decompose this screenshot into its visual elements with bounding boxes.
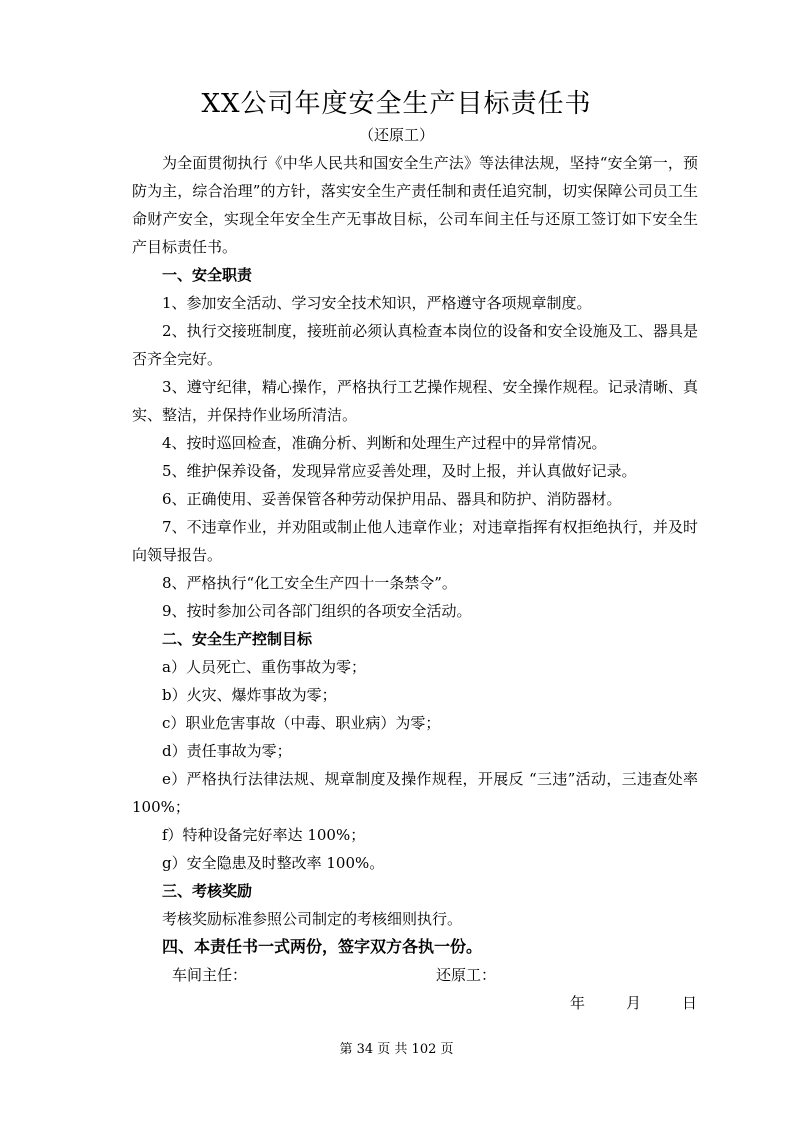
section1-item: 9、按时参加公司各部门组织的各项安全活动。 [162, 602, 472, 620]
section3-text: 考核奖励标准参照公司制定的考核细则执行。 [162, 910, 463, 928]
section3-heading: 三、考核奖励 [162, 882, 253, 900]
page-footer: 第 34 页 共 102 页 [339, 1042, 454, 1057]
date-year-label: 年 [570, 994, 586, 1012]
section2-heading: 二、安全生产控制目标 [162, 630, 313, 648]
section2-item: b）火灾、爆炸事故为零； [162, 686, 337, 704]
section1-item: 3、遵守纪律，精心操作，严格执行工艺操作规程、安全操作规程。记录清晰、真实、整洁，并保持作业场所清洁。 [132, 378, 698, 424]
section4-heading: 四、本责任书一式两份，签字双方各执一份。 [162, 937, 483, 956]
section1-item: 1、参加安全活动、学习安全技术知识，严格遵守各项规章制度。 [162, 294, 592, 312]
section2-item: c）职业危害事故（中毒、职业病）为零； [162, 714, 441, 732]
document-subtitle: （还原工） [358, 126, 434, 144]
date-day-label: 日 [682, 994, 698, 1012]
document-title: XX公司年度安全生产目标责任书 [201, 89, 592, 119]
section1-heading: 一、安全职责 [162, 266, 253, 284]
date-month-label: 月 [626, 994, 642, 1012]
section1-item: 5、维护保养设备，发现异常应妥善处理，及时上报，并认真做好记录。 [162, 462, 637, 480]
signature-workshop-director: 车间主任： [172, 966, 248, 984]
section2-item: a）人员死亡、重伤事故为零； [162, 658, 366, 676]
section2-item: d）责任事故为零； [162, 742, 292, 760]
section1-item: 6、正确使用、妥善保管各种劳动保护用品、器具和防护、消防器材。 [162, 490, 622, 508]
document-body [132, 149, 698, 1017]
section2-item: e）严格执行法律法规、规章制度及操作规程，开展反 “三违”活动，三违查处率 100%； [132, 770, 698, 816]
section2-item: f）特种设备完好率达 100%； [162, 826, 366, 844]
section1-item: 4、按时巡回检查，准确分析、判断和处理生产过程中的异常情况。 [162, 434, 607, 452]
section1-item: 8、严格执行“化工安全生产四十一条禁令”。 [162, 574, 457, 592]
date-row [132, 989, 698, 1017]
intro-paragraph: 为全面贯彻执行《中华人民共和国安全生产法》等法律法规，坚持“安全第一，预防为主，综合治理”的方针，落实安全生产责任制和责任追究制，切实保障公司员工生命财产安全，实现全年安全生产无事故目标，公司车间主任与还原工签订如下安全生产目标责任书。 [132, 154, 698, 256]
section2-item: g）安全隐患及时整改率 100%。 [162, 854, 385, 872]
signature-row [132, 961, 698, 989]
section1-item: 7、不违章作业，并劝阻或制止他人违章作业；对违章指挥有权拒绝执行，并及时向领导报告。 [132, 518, 698, 564]
section1-item: 2、执行交接班制度，接班前必须认真检查本岗位的设备和安全设施及工、器具是否齐全完好。 [132, 322, 698, 368]
signature-reduction-worker: 还原工： [436, 966, 497, 984]
